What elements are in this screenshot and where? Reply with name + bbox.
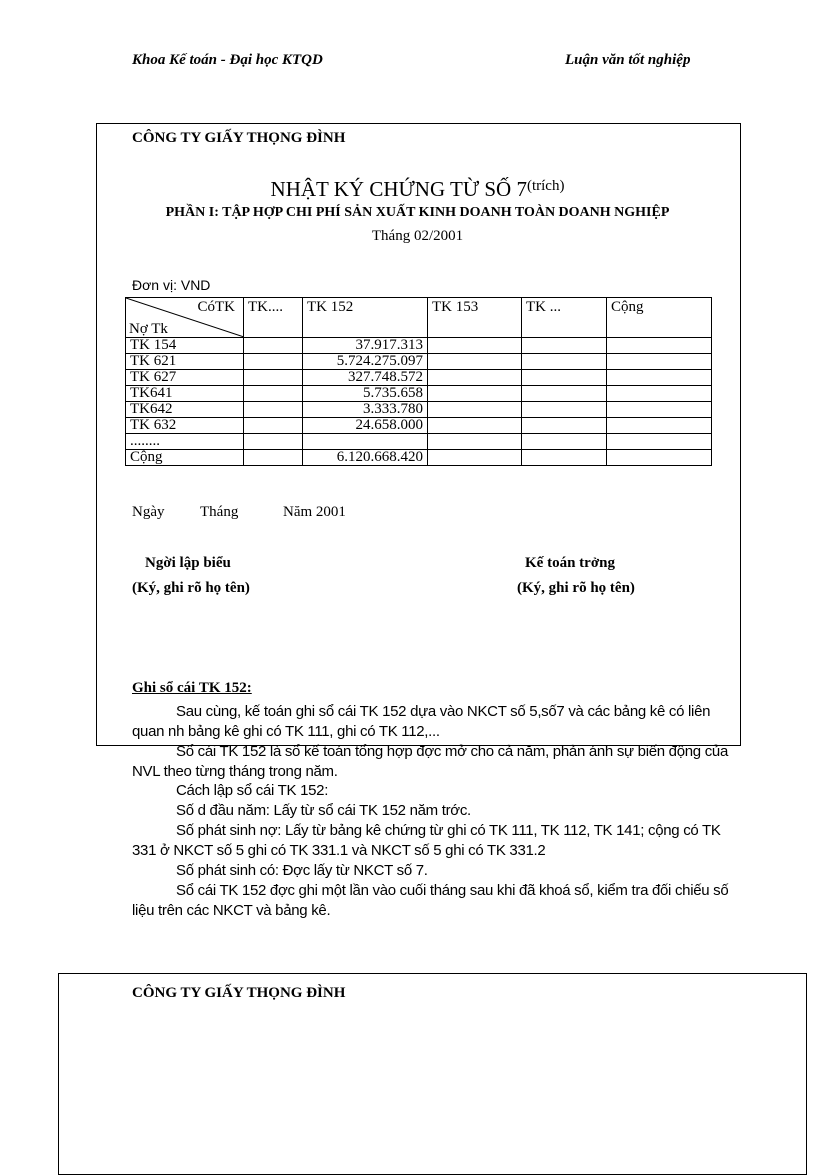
paragraph: Sổ cái TK 152 đợc ghi một lần vào cuối tháng sau khi đã khoá sổ, kiểm tra đối chiếu số liệu trên các NKCT và bảng kê. [132, 882, 729, 919]
tk152-value: 3.333.780 [303, 402, 428, 418]
paragraph: Số phát sinh nợ: Lấy từ bảng kê chứng từ ghi có TK 111, TK 112, TK 141; cộng có TK 331 ở NKCT số 5 ghi có TK 331.1 và NKCT số 5 ghi có TK 331.2 [132, 822, 721, 859]
company-name: CÔNG TY GIẤY THỌNG ĐÌNH [132, 130, 346, 146]
tk152-value: 5.735.658 [303, 386, 428, 402]
row-label: TK642 [126, 402, 244, 418]
header-left: Khoa Kế toán - Đại học KTQD [132, 52, 323, 68]
column-header: TK 153 [428, 298, 522, 338]
preparer-title: Ngời lập biểu [145, 555, 231, 571]
row-label: TK 632 [126, 418, 244, 434]
table-row [126, 370, 712, 386]
corner-debit-label: Nợ Tk [129, 321, 168, 337]
tk152-value: 327.748.572 [303, 370, 428, 386]
section-title: Ghi sổ cái TK 152: [132, 680, 252, 696]
corner-cell [126, 298, 244, 338]
chief-accountant-note: (Ký, ghi rõ họ tên) [517, 580, 635, 596]
row-label: TK 627 [126, 370, 244, 386]
company-name-2: CÔNG TY GIẤY THỌNG ĐÌNH [132, 985, 346, 1001]
row-label: TK641 [126, 386, 244, 402]
chief-accountant-title: Kế toán trởng [525, 555, 615, 571]
journal-title: NHẬT KÝ CHỨNG TỪ SỐ $7^{(trích)}$ [270, 177, 565, 201]
row-label: TK 621 [126, 354, 244, 370]
journal-month: Tháng 02/2001 [371, 228, 464, 244]
row-label: TK 154 [126, 338, 244, 354]
corner-credit-label: CóTK [197, 299, 235, 315]
paragraph: Sau cùng, kế toán ghi sổ cái TK 152 dựa vào NKCT số 5,số7 và các bảng kê có liên quan nh bảng kê ghi có TK 111, ghi có TK 112,... [132, 703, 711, 740]
table-row [126, 354, 712, 370]
column-header: TK ... [522, 298, 607, 338]
tk152-value: 37.917.313 [303, 338, 428, 354]
preparer-note: (Ký, ghi rõ họ tên) [132, 580, 250, 596]
tk152-value: 24.658.000 [303, 418, 428, 434]
tk152-value [303, 434, 428, 450]
date-day-label: Ngày [132, 504, 165, 520]
journal-subtitle: PHẦN I: TẬP HỢP CHI PHÍ SẢN XUẤT KINH DOANH TOÀN DOANH NGHIỆP [165, 205, 670, 220]
date-year-label: Năm 2001 [283, 504, 346, 520]
table-row [126, 418, 712, 434]
table-row [126, 434, 712, 450]
paragraph: Cách lập sổ cái TK 152: [176, 782, 329, 799]
paragraph: Sổ cái TK 152 là sổ kế toán tổng hợp đợc mở cho cả năm, phản ánh sự biến động của NVL theo từng tháng trong năm. [132, 743, 728, 780]
row-label: ........ [126, 434, 244, 450]
paragraph: Số phát sinh có: Đợc lấy từ NKCT số 7. [176, 862, 428, 879]
table-row [126, 386, 712, 402]
date-month-label: Tháng [200, 504, 239, 520]
tk152-total: 6.120.668.420 [303, 450, 428, 466]
column-header: TK.... [244, 298, 303, 338]
paragraph: Số d đầu năm: Lấy từ sổ cái TK 152 năm trớc. [176, 802, 471, 819]
header-right: Luận văn tốt nghiệp [565, 52, 691, 68]
table-row [126, 402, 712, 418]
table-total-row [126, 450, 712, 466]
table-header-row [126, 298, 712, 338]
table-row [126, 338, 712, 354]
tk152-value: 5.724.275.097 [303, 354, 428, 370]
row-label: Cộng [126, 450, 244, 466]
journal-table [125, 297, 712, 466]
currency-unit: Đơn vị: VND [132, 277, 211, 293]
column-header: TK 152 [303, 298, 428, 338]
column-header: Cộng [607, 298, 712, 338]
ledger-frame [58, 973, 807, 1175]
